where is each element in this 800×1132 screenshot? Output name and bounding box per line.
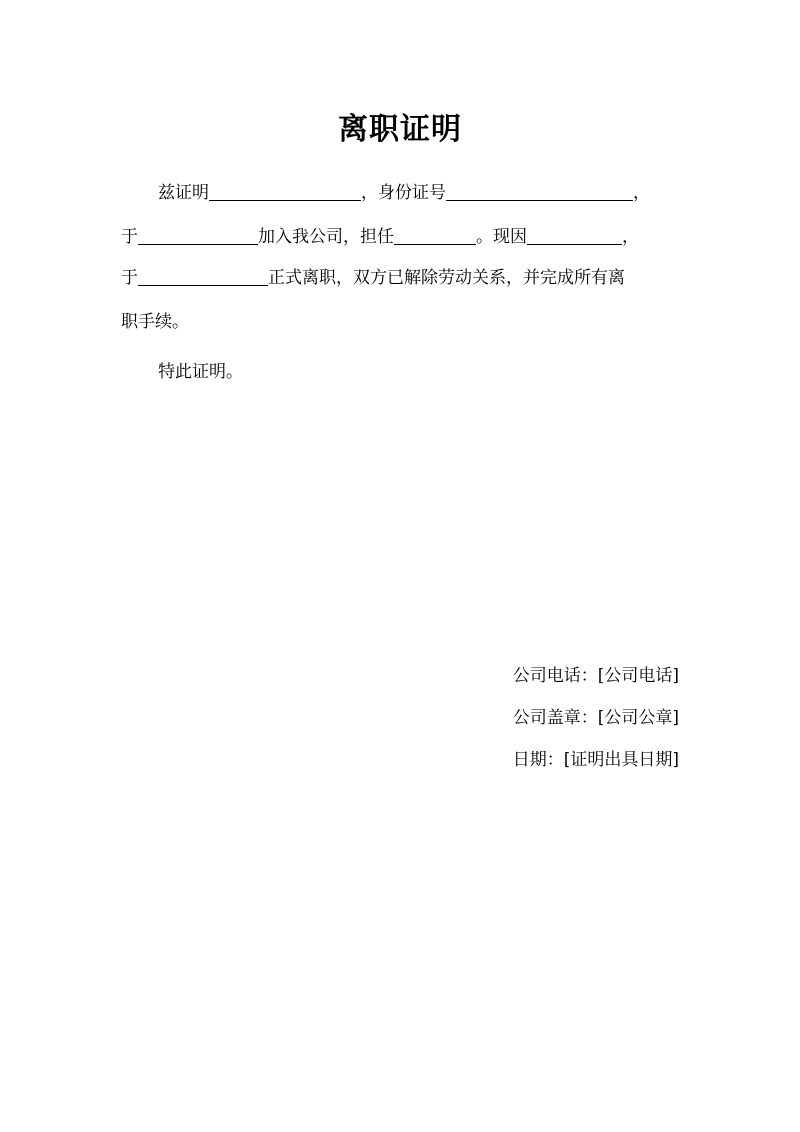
reason-blank [527, 222, 622, 245]
company-seal: 公司盖章：[公司公章] [512, 708, 679, 728]
text-join: 加入我公司，担任 [258, 227, 394, 247]
join-date-blank [138, 222, 258, 245]
body-line-3 [121, 263, 681, 293]
text-comma: ， [622, 227, 639, 247]
text-id-label: ，身份证号 [361, 183, 446, 203]
text-prefix: 于 [121, 268, 138, 288]
body-line-4: 职手续。 [121, 312, 189, 332]
document-title: 离职证明 [338, 112, 462, 147]
company-phone: 公司电话：[公司电话] [512, 666, 679, 686]
closing-text: 特此证明。 [158, 362, 243, 382]
name-blank [209, 178, 361, 201]
text-leave: 正式离职，双方已解除劳动关系，并完成所有离 [268, 268, 625, 288]
position-blank [394, 222, 476, 245]
body-line-1 [121, 178, 681, 208]
text-prefix: 兹证明 [158, 183, 209, 203]
closing-line [121, 357, 681, 387]
text-comma: ， [633, 183, 650, 203]
text-reason-label: 。现因 [476, 227, 527, 247]
issue-date: 日期：[证明出具日期] [512, 750, 679, 770]
leave-date-blank [138, 263, 268, 286]
text-prefix: 于 [121, 227, 138, 247]
id-number-blank [446, 178, 633, 201]
body-line-2 [121, 222, 681, 252]
